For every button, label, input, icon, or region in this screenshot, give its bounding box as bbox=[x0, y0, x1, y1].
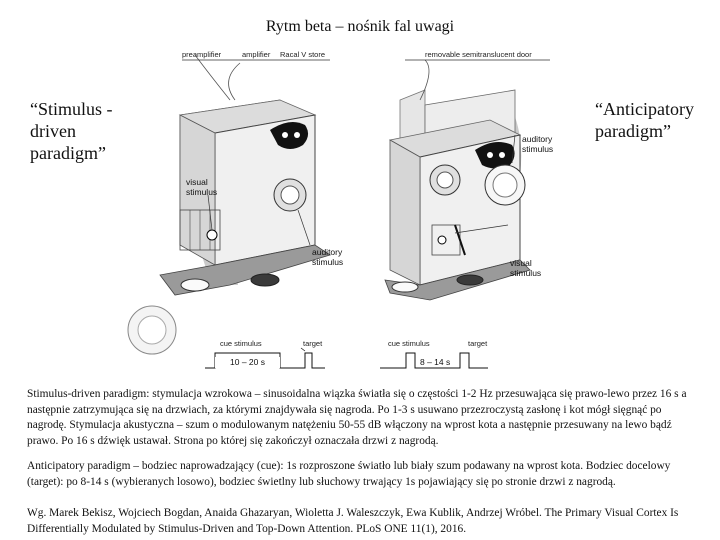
right-door-dark bbox=[457, 275, 483, 285]
paragraph-anticipatory: Anticipatory paradigm – bodziec naprowadzający (cue): 1s rozproszone światło lub biały szum podawany na wprost kota. Bodziec docelowy (target): po 8-14 s (wybieranych losowo), bodziec świetlny lub słuchowy trwający 1s pojawiający się po stronie drzwi z nagrodą. bbox=[27, 460, 671, 488]
right-ann-door: removable semitranslucent door bbox=[425, 50, 532, 59]
right-ann-auditory: auditory bbox=[522, 134, 553, 144]
left-ann-auditory-stimulus: stimulus bbox=[312, 257, 344, 267]
timing-left-target: target bbox=[303, 339, 323, 348]
timing-right-cue: cue stimulus bbox=[388, 339, 430, 348]
timing-left-cue: cue stimulus bbox=[220, 339, 262, 348]
left-door-dark bbox=[251, 274, 279, 286]
left-apparatus bbox=[128, 50, 343, 354]
timing-right-target: target bbox=[468, 339, 488, 348]
right-light-spot bbox=[438, 236, 446, 244]
left-light-spot bbox=[207, 230, 217, 240]
left-ann-amplifier: amplifier bbox=[242, 50, 271, 59]
left-ann-preamplifier: preamplifier bbox=[182, 50, 222, 59]
timing-left-duration: 10 – 20 s bbox=[230, 357, 265, 367]
timing-right-duration: 8 – 14 s bbox=[420, 357, 451, 367]
paragraph-stimulus-driven: Stimulus-driven paradigm: stymulacja wzrokowa – sinusoidalna wiązka światła się o częstości 1-2 Hz przesuwająca się prawo-lewo przez 16 s a następnie zatrzymująca się na drzwiach, za którymi znajdywała się nagroda. Po 1-3 s usuwano przezroczystą zasłonę i kot mógł sięgnąć po nagrodę. Stymulacja akustyczna – szum o modulowanym natężeniu 50-55 dB włączony na wprost kota a następnie przesuwany na lewo bądź prawo. Po 16 s dźwięk ustawał. Strona po której się zakończył oznaczała drzwi z nagrodą. bbox=[27, 388, 687, 447]
experiment-figure bbox=[120, 45, 600, 380]
paragraph-citation: Wg. Marek Bekisz, Wojciech Bogdan, Anaida Ghazaryan, Wioletta J. Waleszczyk, Ewa Kublik, Andrzej Wróbel. The Primary Visual Cortex Is Differentially Modulated by Stimulus-Driven and Top-Down Attention. PLoS ONE 11(1), 2016. bbox=[27, 507, 679, 535]
right-box-side bbox=[390, 140, 420, 285]
anticipatory-label: “Anticipatory paradigm” bbox=[595, 99, 694, 141]
stimulus-driven-label: “Stimulus -driven paradigm” bbox=[30, 99, 113, 163]
right-ann-visual: visual bbox=[510, 258, 532, 268]
left-ann-store: Racal V store bbox=[280, 50, 326, 59]
left-ann-visual-stimulus: stimulus bbox=[186, 187, 218, 197]
right-door-white bbox=[392, 282, 418, 292]
left-ann-visual: visual bbox=[186, 177, 208, 187]
right-ann-auditory-stimulus: stimulus bbox=[522, 144, 554, 154]
left-door-white bbox=[181, 279, 209, 291]
timing-left bbox=[205, 339, 325, 368]
right-ann-visual-stimulus: stimulus bbox=[510, 268, 542, 278]
timing-right bbox=[380, 339, 488, 368]
slide-title: Rytm beta – nośnik fal uwagi bbox=[265, 18, 455, 35]
right-apparatus bbox=[385, 50, 553, 300]
left-ann-auditory: auditory bbox=[312, 247, 343, 257]
